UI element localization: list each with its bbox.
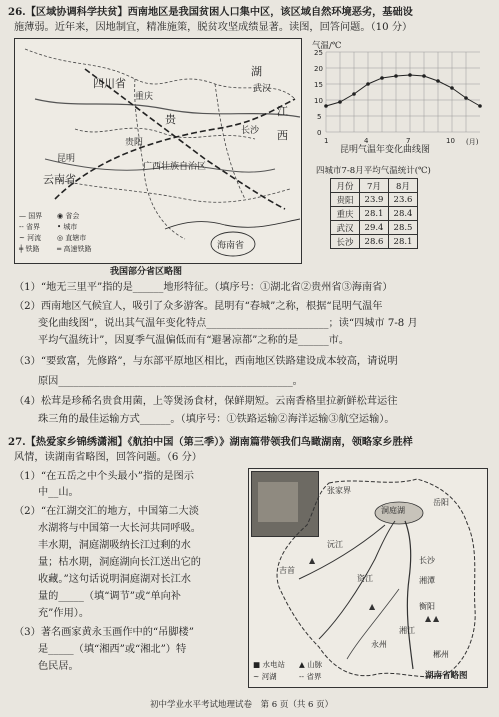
- q27-sub3-line3: 色民居。: [38, 661, 79, 672]
- hunan-hengyang: 衡阳: [419, 602, 435, 611]
- border-icon: --: [299, 672, 305, 681]
- q27-sub2-line3: 丰水期，洞庭湖吸纳长江过剩的水: [38, 540, 191, 551]
- map-label-gui: 贵: [165, 113, 176, 126]
- hydro-station-icon: ■: [253, 660, 261, 669]
- table-row: [331, 193, 418, 207]
- q27-sub2-line6: 量的_____（填“调节”或“单向补: [38, 591, 181, 602]
- svg-text:▲: ▲: [309, 556, 316, 565]
- table-row: [331, 221, 418, 235]
- map-city-changsha: 长沙: [241, 126, 260, 136]
- table-cell: 23.9: [360, 193, 389, 207]
- map-legend: — 国界 -- 省界 ~ 河流 ╪ 铁路 ◉ 省会 • 城市 ◎ 直辖市 ═ 高速铁路: [19, 212, 92, 253]
- legend-item: 铁路: [25, 245, 40, 253]
- table-cell: 29.4: [360, 221, 389, 235]
- hunan-yuanjiang: 沅江: [327, 540, 343, 549]
- mountain-icon: ▲: [299, 660, 305, 669]
- table-cell: 28.5: [389, 221, 418, 235]
- hunan-jishou: 吉首: [279, 566, 295, 575]
- hunan-changsha: 长沙: [419, 556, 435, 565]
- map-label-hu: 湖: [251, 65, 262, 78]
- q27-sub1-line1: （1）“在五岳之中个头最小”指的是图示: [14, 471, 194, 482]
- table-row: [331, 235, 418, 249]
- q26-sub3-line2: 原因______________________________________________。: [38, 376, 303, 387]
- page-footer: 初中学业水平考试地理试卷 第 6 页（共 6 页）: [150, 700, 334, 710]
- q27-sub2-line7: 充”作用）。: [38, 608, 90, 619]
- svg-text:20: 20: [314, 65, 323, 73]
- map-label-sichuan: 四川省: [93, 77, 126, 90]
- temperature-table: [330, 178, 418, 249]
- table-row: [331, 207, 418, 221]
- q27-header: 27.【热爱家乡锦绣潇湘】《航拍中国（第三季）》湖南篇带领我们鸟瞰湖南，领略家乡胜样: [8, 436, 413, 448]
- hunan-xiangjiang: 湘江: [399, 626, 415, 635]
- legend-item: 直辖市: [65, 234, 87, 242]
- legend-item: 省界: [306, 672, 322, 681]
- hunan-zijiang: 资江: [357, 574, 373, 583]
- hunan-map-legend: [253, 659, 343, 683]
- table-cell: 长沙: [331, 235, 360, 249]
- svg-text:10: 10: [446, 137, 455, 145]
- legend-item: 国界: [28, 212, 43, 220]
- svg-text:4: 4: [364, 137, 369, 145]
- hunan-yueyang: 岳阳: [433, 498, 449, 507]
- table-cell: 贵阳: [331, 193, 360, 207]
- map-label-jiang: 江: [277, 105, 288, 118]
- q27-sub3-line2: 是_____（填“湘西”或“湘北”）特: [38, 644, 187, 655]
- q27-sub3-line1: （3）著名画家黄永玉画作中的“吊脚楼”: [14, 627, 194, 638]
- table-cell: 23.6: [389, 193, 418, 207]
- q26-sub4-line2: 珠三角的最佳运输方式______。（填序号：①铁路运输②海洋运输③航空运输）。: [38, 414, 395, 425]
- climate-chart: [310, 40, 490, 156]
- q26-sub2-line2: 变化曲线图”，说出其气温年变化特点________________________；读“四城市 7-8 月: [38, 318, 418, 329]
- table-cell: 28.1: [389, 235, 418, 249]
- legend-item: 山脉: [307, 660, 323, 669]
- map-city-guiyang: 贵阳: [125, 138, 144, 148]
- table-cell: 武汉: [331, 221, 360, 235]
- q27-sub2-line5: 收藏。”这句话说明洞庭湖对长江水: [38, 574, 191, 585]
- legend-item: 河湖: [261, 672, 277, 681]
- q26-sub4-line1: （4）松茸是珍稀名贵食用菌，上等煲汤食材，保鲜期短。云南香格里拉新鲜松茸运往: [14, 396, 398, 407]
- climate-chart-caption: 昆明气温年变化曲线图: [340, 145, 431, 155]
- hunan-chenzhou: 郴州: [433, 650, 449, 659]
- table-cell: 28.1: [360, 207, 389, 221]
- legend-item: 水电站: [262, 660, 285, 669]
- svg-text:10: 10: [314, 97, 323, 105]
- svg-text:7: 7: [406, 137, 411, 145]
- hunan-dongting-lake: 洞庭湖: [381, 506, 405, 515]
- hunan-map-title: 湖南省略图: [425, 671, 468, 681]
- table-header: 月份: [331, 179, 360, 193]
- climate-chart-xlabel: (月): [466, 138, 479, 146]
- legend-item: 城市: [63, 223, 78, 231]
- table-header-row: [331, 179, 418, 193]
- hunan-yongzhou: 永州: [371, 640, 387, 649]
- map-city-wuhan: 武汉: [253, 84, 272, 94]
- southwest-map-caption: 我国部分省区略图: [110, 267, 183, 277]
- q26-sub2-line1: （2）西南地区气候宜人，吸引了众多游客。昆明有“春城”之称，根据“昆明气温年: [14, 301, 383, 312]
- svg-text:0: 0: [317, 129, 322, 137]
- map-city-chongqing: 重庆: [135, 92, 154, 102]
- svg-text:1: 1: [324, 137, 329, 145]
- svg-text:15: 15: [314, 81, 323, 89]
- q27-sub2-line1: （2）“在江湖交汇的地方，中国第二大淡: [14, 506, 199, 517]
- climate-chart-ylabel: 气温/℃: [312, 41, 342, 51]
- q27-sub2-line2: 水湖将与中国第一大长河共同呼吸。: [38, 523, 201, 534]
- svg-text:25: 25: [314, 50, 323, 57]
- hunan-zhangjiajie: 张家界: [327, 486, 351, 495]
- map-label-hainan: 海南省: [217, 241, 245, 251]
- legend-item: 河流: [27, 234, 42, 242]
- river-icon: ~: [253, 672, 260, 681]
- q26-sub3-line1: （3）“要致富，先修路”，与东部平原地区相比，西南地区铁路建设成本较高，请说明: [14, 356, 398, 367]
- svg-text:▲: ▲: [369, 602, 376, 611]
- q27-sub1-line2: 中__山。: [38, 487, 79, 498]
- table-cell: 28.6: [360, 235, 389, 249]
- q26-sub1: （1）“地无三里平”指的是______地形特征。（填序号：①湖北省②贵州省③海南省）: [14, 282, 393, 293]
- q26-header-line2: 施薄弱。近年来，因地制宜，精准施策，脱贫攻坚成绩显著。读图，回答问题。（10 分）: [14, 22, 413, 33]
- climate-chart-svg: [310, 50, 490, 150]
- table-cell: 重庆: [331, 207, 360, 221]
- legend-item: 省界: [25, 223, 40, 231]
- southwest-map: [14, 38, 302, 264]
- map-city-kunming: 昆明: [57, 154, 76, 164]
- table-title: 四城市7-8月平均气温统计(℃): [316, 166, 431, 176]
- q27-sub2-line4: 量；枯水期，洞庭湖向长江送出它的: [38, 557, 201, 568]
- svg-text:5: 5: [317, 113, 322, 121]
- table-cell: 28.4: [389, 207, 418, 221]
- legend-item: 省会: [65, 212, 80, 220]
- legend-item: 高速铁路: [63, 245, 92, 253]
- table-header: 8月: [389, 179, 418, 193]
- q26-header: 26.【区域协调科学扶贫】西南地区是我国贫困人口集中区，该区域自然环境恶劣，基础设: [8, 6, 413, 18]
- svg-text:▲: ▲: [433, 614, 440, 623]
- hunan-xiangtan: 湘潭: [419, 576, 435, 585]
- svg-text:▲: ▲: [425, 614, 432, 623]
- q26-sub2-line3: 平均气温统计”，因夏季气温偏低而有“避暑凉都”之称的是______市。: [38, 335, 350, 346]
- map-label-xi: 西: [277, 129, 288, 142]
- map-label-guangxi: 广西壮族自治区: [143, 162, 207, 172]
- q27-header-line2: 风情，读湖南省略图，回答问题。（6 分）: [14, 452, 202, 463]
- map-label-yunnan: 云南省: [43, 173, 76, 186]
- hunan-map: [248, 468, 488, 688]
- table-header: 7月: [360, 179, 389, 193]
